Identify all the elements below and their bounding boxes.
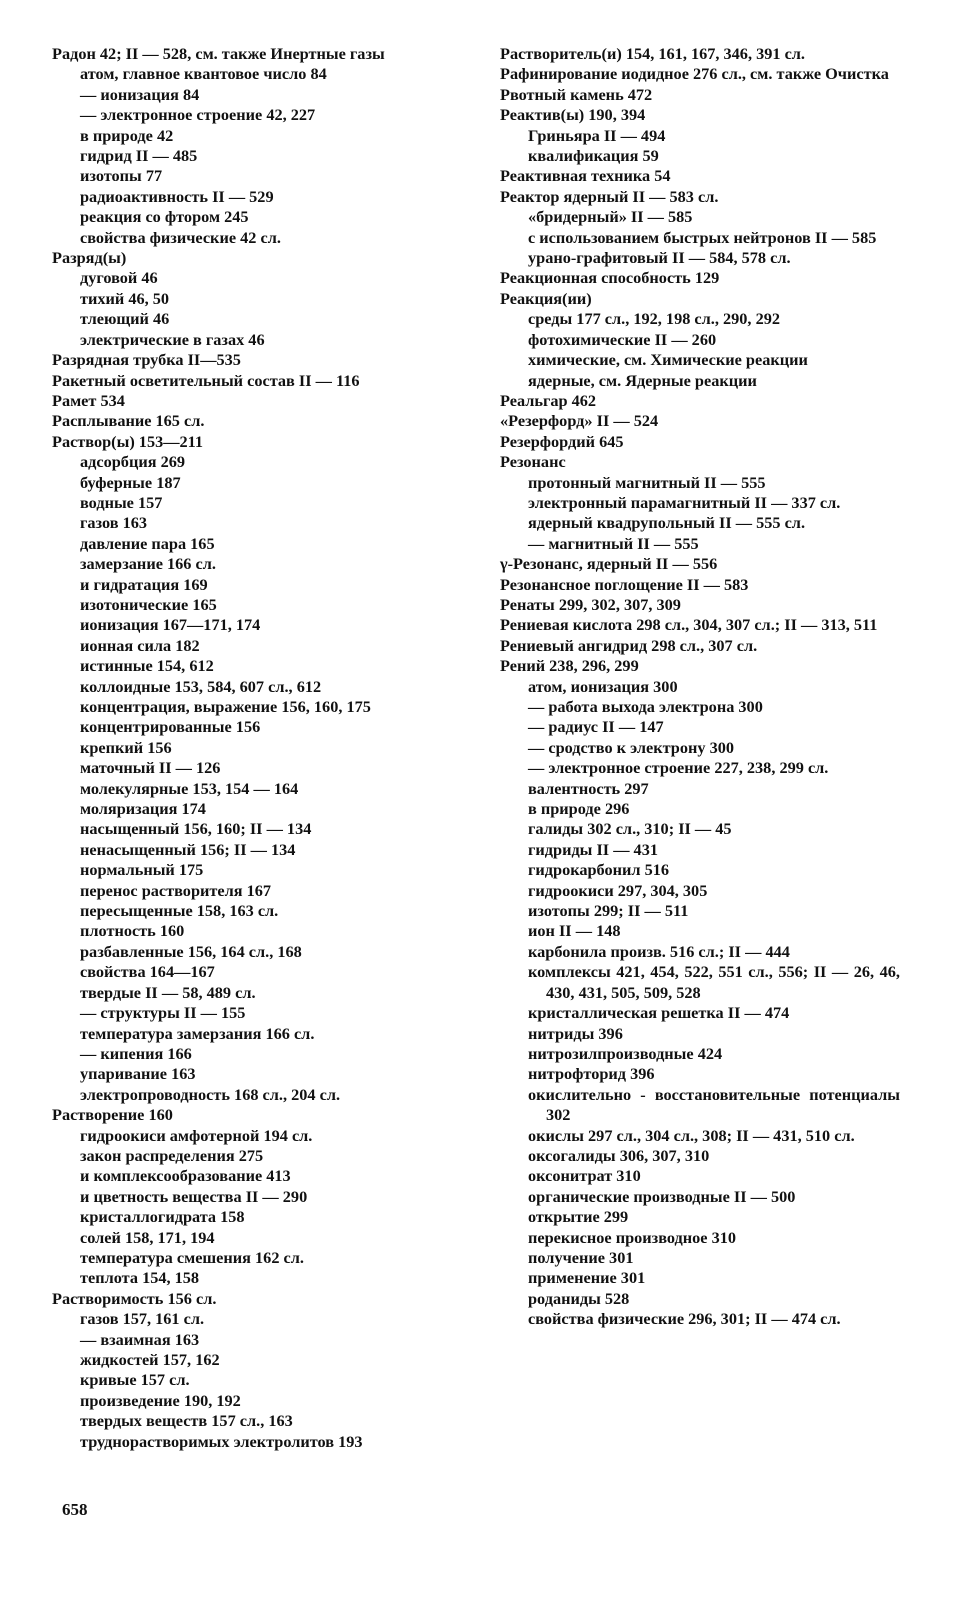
index-subentry: — радиус II — 147 (528, 717, 664, 737)
index-subentry: и комплексообразование 413 (80, 1166, 291, 1186)
index-subentry: в природе 42 (80, 125, 174, 145)
index-subentry: газов 157, 161 сл. (80, 1309, 205, 1329)
index-subentry: изотонические 165 (80, 594, 217, 614)
index-subentry: электрические в газах 46 (80, 329, 265, 349)
index-subentry: кристаллогидрата 158 (80, 1207, 245, 1227)
index-subentry: маточный II — 126 (80, 758, 221, 778)
index-subentry: перекисное производное 310 (528, 1227, 737, 1247)
index-entry: Реактивная техника 54 (500, 166, 671, 186)
index-subentry: гидроокиси 297, 304, 305 (528, 880, 708, 900)
index-subentry: — магнитный II — 555 (528, 533, 699, 553)
index-subentry: крепкий 156 (80, 737, 172, 757)
index-subentry: гидрокарбонил 516 (528, 860, 669, 880)
index-subentry: концентрированные 156 (80, 717, 261, 737)
index-entry: Растворение 160 (52, 1105, 173, 1125)
index-subentry: буферные 187 (80, 472, 181, 492)
index-subentry: окислительно - восстановительные потенциалы 302 (528, 1084, 900, 1125)
index-entry: Растворимость 156 сл. (52, 1288, 217, 1308)
index-entry: Рениевый ангидрид 298 сл., 307 сл. (500, 635, 758, 655)
index-entry: Расплывание 165 сл. (52, 411, 205, 431)
index-subentry: кривые 157 сл. (80, 1370, 190, 1390)
index-subentry: квалификация 59 (528, 146, 659, 166)
index-entry: Реактор ядерный II — 583 сл. (500, 186, 719, 206)
index-subentry: дуговой 46 (80, 268, 158, 288)
index-subentry: — электронное строение 227, 238, 299 сл. (528, 758, 829, 778)
index-subentry: роданиды 528 (528, 1288, 630, 1308)
index-subentry: и цветность вещества II — 290 (80, 1186, 308, 1206)
index-subentry: газов 163 (80, 513, 148, 533)
index-subentry: ионизация 167—171, 174 (80, 615, 261, 635)
index-subentry: оксонитрат 310 (528, 1166, 641, 1186)
index-subentry: изотопы 299; II — 511 (528, 901, 689, 921)
index-entry: Разряд(ы) (52, 248, 127, 268)
index-entry: Рафинирование иодидное 276 сл., см. также Очистка (500, 64, 889, 84)
index-subentry: разбавленные 156, 164 сл., 168 (80, 941, 302, 961)
index-subentry: валентность 297 (528, 778, 649, 798)
index-subentry: закон распределения 275 (80, 1145, 264, 1165)
index-subentry: ядерные, см. Ядерные реакции (528, 370, 757, 390)
index-subentry: молекулярные 153, 154 — 164 (80, 778, 299, 798)
index-subentry: коллоидные 153, 584, 607 сл., 612 (80, 676, 322, 696)
index-subentry: изотопы 77 (80, 166, 163, 186)
index-subentry: замерзание 166 сл. (80, 554, 216, 574)
index-subentry: произведение 190, 192 (80, 1390, 241, 1410)
index-subentry: температура смешения 162 сл. (80, 1247, 304, 1267)
index-subentry: реакция со фтором 245 (80, 207, 249, 227)
index-entry: Раствор(ы) 153—211 (52, 431, 204, 451)
index-subentry: пересыщенные 158, 163 сл. (80, 901, 279, 921)
index-subentry: труднорастворимых электролитов 193 (80, 1431, 363, 1451)
index-subentry: атом, ионизация 300 (528, 676, 678, 696)
index-column-left (52, 44, 457, 1452)
index-subentry: адсорбция 269 (80, 452, 186, 472)
index-subentry: карбонила произв. 516 сл.; II — 444 (528, 941, 790, 961)
index-subentry: урано-графитовый II — 584, 578 сл. (528, 248, 791, 268)
index-subentry: твердые II — 58, 489 сл. (80, 982, 256, 1002)
index-subentry: галиды 302 сл., 310; II — 45 (528, 819, 732, 839)
index-subentry: гидрид II — 485 (80, 146, 198, 166)
index-subentry: — работа выхода электрона 300 (528, 697, 763, 716)
index-subentry: ион II — 148 (528, 921, 621, 941)
index-entry: Растворитель(и) 154, 161, 167, 346, 391 сл. (500, 44, 806, 63)
index-subentry: ненасыщенный 156; II — 134 (80, 839, 296, 859)
index-subentry: фотохимические II — 260 (528, 329, 717, 349)
index-subentry: тлеющий 46 (80, 309, 170, 329)
index-subentry: упаривание 163 (80, 1064, 196, 1084)
index-subentry: свойства 164—167 (80, 962, 215, 982)
index-subentry: нитриды 396 (528, 1023, 623, 1043)
index-entry: Резонанс (500, 452, 566, 472)
index-subentry: твердых веществ 157 сл., 163 (80, 1411, 293, 1431)
index-subentry: солей 158, 171, 194 (80, 1227, 215, 1247)
index-subentry: гидриды II — 431 (528, 839, 658, 859)
index-subentry: открытие 299 (528, 1207, 629, 1227)
index-subentry: тихий 46, 50 (80, 288, 170, 308)
index-entry: Разрядная трубка II—535 (52, 350, 241, 370)
index-entry: Реактив(ы) 190, 394 (500, 105, 646, 125)
index-entry: Реакционная способность 129 (500, 268, 720, 288)
index-entry: Радон 42; II — 528, см. также Инертные газы (52, 44, 385, 63)
index-subentry: нормальный 175 (80, 860, 204, 880)
index-subentry: — электронное строение 42, 227 (80, 105, 316, 125)
index-subentry: органические производные II — 500 (528, 1186, 796, 1206)
index-subentry: — ионизация 84 (80, 84, 200, 104)
index-subentry: среды 177 сл., 192, 198 сл., 290, 292 (528, 309, 780, 329)
index-subentry: электропроводность 168 сл., 204 сл. (80, 1084, 341, 1104)
index-subentry: свойства физические 296, 301; II — 474 сл. (528, 1309, 841, 1329)
index-entry: «Резерфорд» II — 524 (500, 411, 659, 431)
index-column-right (500, 44, 900, 1330)
index-subentry: окислы 297 сл., 304 сл., 308; II — 431, 510 сл. (528, 1125, 855, 1145)
index-entry: Резерфордий 645 (500, 431, 624, 451)
index-subentry: водные 157 (80, 492, 163, 512)
index-subentry: гидроокиси амфотерной 194 сл. (80, 1125, 313, 1145)
page-number: 658 (62, 1500, 88, 1519)
index-subentry: насыщенный 156, 160; II — 134 (80, 819, 312, 839)
index-subentry: — сродство к электрону 300 (528, 737, 734, 757)
index-entry: Резонансное поглощение II — 583 (500, 574, 749, 594)
index-subentry: — взаимная 163 (80, 1329, 200, 1349)
index-entry: Рений 238, 296, 299 (500, 656, 639, 676)
index-subentry: комплексы 421, 454, 522, 551 сл., 556; II — 26, 46, 430, 431, 505, 509, 528 (528, 962, 900, 1002)
index-entry: Рвотный камень 472 (500, 84, 653, 104)
index-subentry: плотность 160 (80, 921, 185, 941)
index-subentry: — кипения 166 (80, 1043, 192, 1063)
index-subentry: перенос растворителя 167 (80, 880, 272, 900)
index-entry: Рениевая кислота 298 сл., 304, 307 сл.; II — 313, 511 (500, 615, 878, 635)
index-subentry: Гриньяра II — 494 (528, 125, 666, 145)
index-entry: Реакция(ии) (500, 288, 592, 308)
index-subentry: применение 301 (528, 1268, 646, 1288)
index-subentry: давление пара 165 (80, 533, 215, 553)
index-subentry: получение 301 (528, 1247, 634, 1267)
index-subentry: протонный магнитный II — 555 (528, 472, 766, 492)
index-entry: γ-Резонанс, ядерный II — 556 (500, 554, 718, 574)
index-subentry: оксогалиды 306, 307, 310 (528, 1145, 710, 1165)
index-subentry: кристаллическая решетка II — 474 (528, 1003, 790, 1023)
index-subentry: — структуры II — 155 (80, 1003, 246, 1023)
index-subentry: концентрация, выражение 156, 160, 175 (80, 697, 371, 716)
index-subentry: нитрофторид 396 (528, 1064, 655, 1084)
index-subentry: радиоактивность II — 529 (80, 186, 274, 206)
index-subentry: температура замерзания 166 сл. (80, 1023, 315, 1043)
index-entry: Ренаты 299, 302, 307, 309 (500, 594, 681, 614)
index-subentry: жидкостей 157, 162 (80, 1350, 220, 1369)
index-subentry: в природе 296 (528, 799, 630, 819)
index-subentry: атом, главное квантовое число 84 (80, 64, 327, 84)
index-subentry: химические, см. Химические реакции (528, 350, 808, 370)
index-subentry: ионная сила 182 (80, 635, 200, 655)
index-subentry: и гидратация 169 (80, 574, 208, 594)
index-entry: Рамет 534 (52, 390, 125, 410)
index-subentry: истинные 154, 612 (80, 656, 214, 676)
index-subentry: с использованием быстрых нейтронов II — 585 (528, 227, 877, 247)
index-entry: Ракетный осветительный состав II — 116 (52, 370, 360, 390)
index-subentry: нитрозилпроизводные 424 (528, 1043, 723, 1063)
index-subentry: «бридерный» II — 585 (528, 207, 693, 227)
index-subentry: электронный парамагнитный II — 337 сл. (528, 492, 841, 512)
index-subentry: теплота 154, 158 (80, 1268, 200, 1288)
index-subentry: ядерный квадрупольный II — 555 сл. (528, 513, 806, 533)
index-entry: Реальгар 462 (500, 390, 597, 410)
index-subentry: свойства физические 42 сл. (80, 227, 281, 247)
index-subentry: моляризация 174 (80, 799, 206, 819)
